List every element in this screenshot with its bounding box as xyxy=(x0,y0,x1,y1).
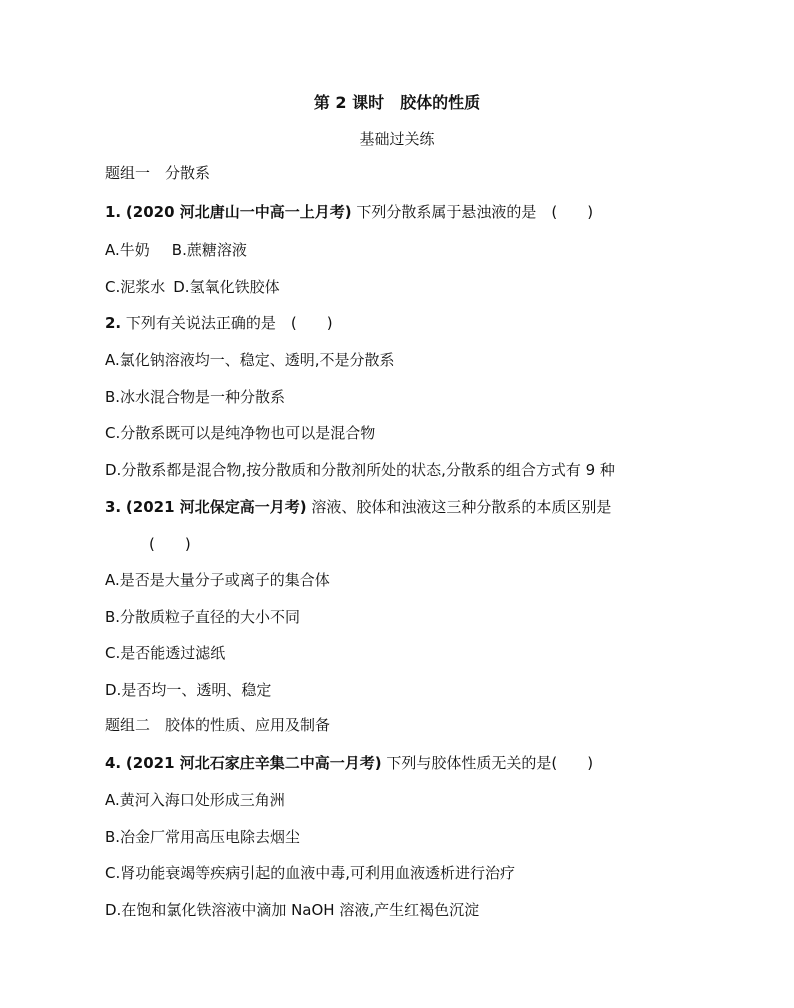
option-a: A.牛奶 xyxy=(105,241,150,259)
question-number: 3. xyxy=(105,498,122,516)
question-1 xyxy=(105,202,593,222)
option-b: B.分散质粒子直径的大小不同 xyxy=(105,608,301,626)
page-subtitle: 基础过关练 xyxy=(359,130,435,148)
option-a: A.氯化钠溶液均一、稳定、透明,不是分散系 xyxy=(105,351,395,369)
question-stem: 溶液、胶体和浊液这三种分散系的本质区别是 xyxy=(311,498,612,516)
question-source: (2021 河北石家庄辛集二中高一月考) xyxy=(125,754,382,772)
option-c: C.肾功能衰竭等疾病引起的血液中毒,可利用血液透析进行治疗 xyxy=(105,864,516,882)
option-a: A.黄河入海口处形成三角洲 xyxy=(105,791,285,809)
option-c: C.是否能透过滤纸 xyxy=(105,644,226,662)
option-a: A.是否是大量分子或离子的集合体 xyxy=(105,571,330,589)
option-c: C.泥浆水 xyxy=(105,278,166,296)
option-d: D.氢氧化铁胶体 xyxy=(173,278,280,296)
question-stem: 下列与胶体性质无关的是( ) xyxy=(386,754,594,772)
page-title: 第 2 课时 胶体的性质 xyxy=(313,93,481,112)
option-b: B.冰水混合物是一种分散系 xyxy=(105,388,286,406)
option-d: D.是否均一、透明、稳定 xyxy=(105,681,272,699)
group-heading: 题组一 分散系 xyxy=(105,164,211,182)
option-b: B.蔗糖溶液 xyxy=(171,241,247,259)
question-number: 1. xyxy=(105,203,122,221)
group-heading: 题组二 胶体的性质、应用及制备 xyxy=(105,716,331,734)
option-b: B.冶金厂常用高压电除去烟尘 xyxy=(105,828,301,846)
question-source: (2021 河北保定高一月考) xyxy=(125,498,307,516)
option-row xyxy=(105,240,247,260)
question-4 xyxy=(105,753,593,773)
option-d: D.分散系都是混合物,按分散质和分散剂所处的状态,分散系的组合方式有 9 种 xyxy=(105,461,615,479)
option-c: C.分散系既可以是纯净物也可以是混合物 xyxy=(105,424,376,442)
answer-bracket: ( ) xyxy=(149,535,191,553)
question-stem: 下列有关说法正确的是 ( ) xyxy=(125,314,333,332)
question-number: 2. xyxy=(105,314,122,332)
question-2 xyxy=(105,313,333,333)
question-3 xyxy=(105,497,611,517)
option-d: D.在饱和氯化铁溶液中滴加 NaOH 溶液,产生红褐色沉淀 xyxy=(105,901,480,919)
question-source: (2020 河北唐山一中高一上月考) xyxy=(125,203,352,221)
question-number: 4. xyxy=(105,754,122,772)
question-stem: 下列分散系属于悬浊液的是 ( ) xyxy=(356,203,594,221)
option-row xyxy=(105,277,280,297)
